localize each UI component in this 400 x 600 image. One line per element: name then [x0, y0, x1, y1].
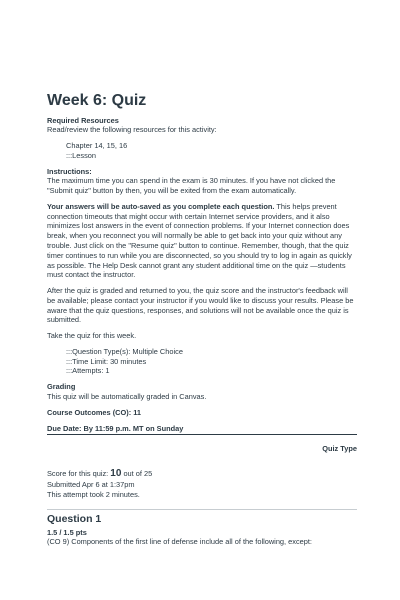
required-resources-heading: Required Resources — [47, 115, 119, 125]
resource-chapters-link[interactable]: Chapter 14, 15, 16 — [66, 141, 128, 151]
resource-list — [47, 141, 357, 161]
autosave-rest-text: This helps prevent connection timeouts that might occur with certain Internet service providers, and it also minimizes lost answers in the event of connection problems. If your Internet connection does break, when you reconnect you will normally be able to get back into your quiz without any trouble. Just click on the "Resume quiz" button to continue. Remember, though, that the quiz timer continues to run while you are disconnected, so you should try to log in again as quickly as possible. The Help Desk cannot grant any student additional time on the quiz —students must contact the instructor. — [47, 201, 352, 280]
quiz-detail-question-type: :::Question Type(s): Multiple Choice — [66, 346, 183, 356]
take-quiz-text: Take the quiz for this week. — [47, 331, 137, 341]
resource-lesson: :::Lesson — [66, 150, 96, 160]
grading-section — [47, 382, 357, 402]
quiz-details-list — [47, 347, 357, 376]
grading-heading: Grading — [47, 382, 76, 392]
score-prefix: Score for this quiz: — [47, 469, 111, 479]
instructions-time-limit-text: The maximum time you can spend in the exam is 30 minutes. If you have not clicked the "Submit quiz" button by then, you will be exited from the exam automatically. — [47, 176, 336, 196]
course-outcomes: Course Outcomes (CO): 11 — [47, 407, 142, 417]
submitted-time: Submitted Apr 6 at 1:37pm — [47, 480, 135, 490]
quiz-page — [47, 92, 357, 547]
quiz-detail-time-limit: :::Time Limit: 30 minutes — [66, 356, 147, 366]
question-1-title: Question 1 — [47, 512, 102, 525]
score-suffix: out of 25 — [121, 469, 153, 479]
after-grading-paragraph: After the quiz is graded and returned to you, the quiz score and the instructor's feedback will be available; please contact your instructor if you would like to discuss your results. Please be aware that the quiz questions, responses, and solutions will not be available once the quiz is submitted. — [47, 286, 354, 325]
grading-text: This quiz will be automatically graded in Canvas. — [47, 391, 207, 401]
question-1-points: 1.5 / 1.5 pts — [47, 527, 87, 537]
question-1-header — [47, 509, 357, 547]
autosave-bold-text: Your answers will be auto-saved as you complete each question. — [47, 201, 275, 211]
score-line — [47, 467, 357, 480]
required-resources-intro: Read/review the following resources for this activity: — [47, 125, 217, 135]
score-value: 10 — [110, 468, 122, 480]
attempt-duration: This attempt took 2 minutes. — [47, 489, 140, 499]
autosave-paragraph — [47, 202, 357, 280]
question-1-text: (CO 9) Components of the first line of defense include all of the following, except: — [47, 537, 312, 547]
quiz-detail-attempts: :::Attempts: 1 — [66, 366, 110, 376]
page-title: Week 6: Quiz — [47, 92, 147, 109]
instructions-section — [47, 167, 357, 196]
score-block — [47, 467, 357, 500]
instructions-heading: Instructions: — [47, 166, 92, 176]
due-date: Due Date: By 11:59 p.m. MT on Sunday — [47, 424, 357, 436]
quiz-type-label: Quiz Type — [322, 444, 357, 454]
